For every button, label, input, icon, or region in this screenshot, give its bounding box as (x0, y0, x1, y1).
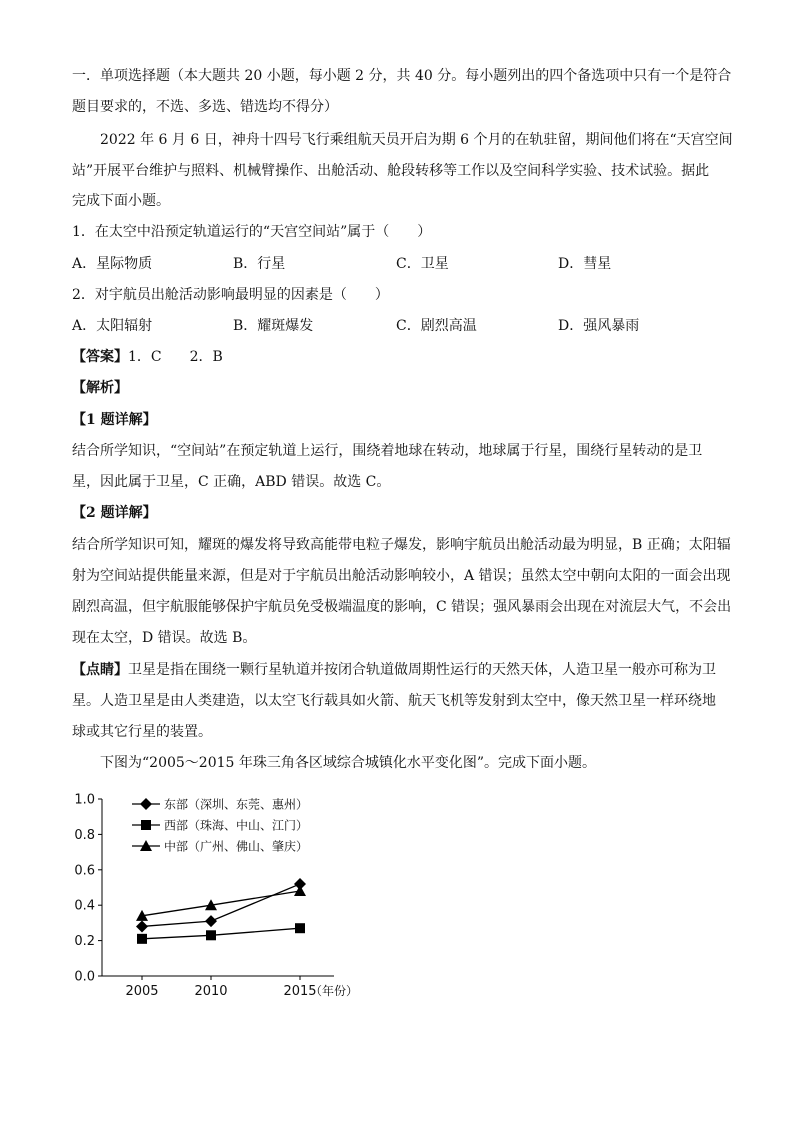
detail-1-label: 【1 题详解】 (72, 412, 157, 428)
note-line-3: 球或其它行星的装置。 (72, 724, 212, 740)
y-tick-label: 0.0 (74, 969, 95, 985)
question-2-option-a: A．太阳辐射 (72, 318, 153, 334)
y-tick-label: 0.2 (74, 934, 95, 950)
detail-2-line-4: 现在太空，D 错误。故选 B。 (72, 630, 257, 646)
series-line-square (142, 928, 300, 939)
series-line-triangle (142, 891, 300, 916)
data-point-square (206, 930, 216, 940)
question-2-option-d: D．强风暴雨 (558, 318, 640, 334)
question-2-option-b: B．耀斑爆发 (233, 318, 314, 334)
urbanization-line-chart (62, 785, 362, 1005)
legend-label: 西部（珠海、中山、江门） (164, 818, 309, 833)
answer-label: 【答案】 (72, 349, 128, 365)
chart-intro: 下图为“2005～2015 年珠三角各区域综合城镇化水平变化图”。完成下面小题。 (100, 755, 597, 771)
data-point-square (295, 923, 305, 933)
y-tick-label: 0.6 (74, 863, 95, 879)
x-tick-label: 2005 (125, 984, 159, 999)
note-text-1: 卫星是指在围绕一颗行星轨道并按闭合轨道做周期性运行的天然天体，人造卫星一般亦可称为卫 (128, 662, 716, 678)
data-point-triangle (294, 885, 306, 896)
note-line-2: 星。人造卫星是由人类建造，以太空飞行载具如火箭、航天飞机等发射到太空中，像天然卫星一样环绕地 (72, 693, 716, 709)
question-2-option-c: C．剧烈高温 (396, 318, 477, 334)
y-tick-label: 0.8 (74, 827, 95, 843)
section-heading-line-2: 题目要求的，不选、多选、错选均不得分） (72, 99, 338, 115)
x-tick-label: 2015 (283, 984, 317, 999)
chart-x-ticks (125, 976, 358, 999)
section-heading-line-1: 一．单项选择题（本大题共 20 小题，每小题 2 分，共 40 分。每小题列出的四个备选项中只有一个是符合 (72, 68, 732, 84)
passage-1-line-1: 2022 年 6 月 6 日，神舟十四号飞行乘组航天员开启为期 6 个月的在轨驻留，期间他们将在“天宫空间 (100, 132, 733, 148)
detail-2-line-3: 剧烈高温，但宇航服能够保护宇航员免受极端温度的影响，C 错误；强风暴雨会出现在对流层大气，不会出 (72, 599, 732, 615)
data-point-diamond (205, 915, 217, 927)
detail-2-label: 【2 题详解】 (72, 505, 157, 521)
analysis-label: 【解析】 (72, 380, 128, 396)
chart-y-ticks (74, 793, 102, 985)
note-label: 【点睛】 (72, 662, 128, 678)
data-point-diamond (136, 920, 148, 932)
detail-2-line-1: 结合所学知识可知，耀斑的爆发将导致高能带电粒子爆发，影响宇航员出舱活动最为明显，B 正确；太阳辐 (72, 537, 731, 553)
chart-series-lines (136, 878, 306, 944)
legend-marker-diamond (140, 798, 152, 810)
y-tick-label: 1.0 (74, 792, 95, 808)
y-tick-label: 0.4 (74, 898, 95, 914)
x-tick-label: 2010 (194, 984, 228, 999)
detail-1-line-1: 结合所学知识，“空间站”在预定轨道上运行，围绕着地球在转动，地球属于行星，围绕行星转动的是卫 (72, 443, 703, 459)
question-1-stem: 1．在太空中沿预定轨道运行的“天宫空间站”属于（ ） (72, 224, 432, 240)
detail-2-line-2: 射为空间站提供能量来源，但是对于宇航员出舱活动影响较小，A 错误；虽然太空中朝向太阳的一面会出现 (72, 568, 731, 584)
chart-legend (132, 797, 308, 854)
question-1-option-a: A．星际物质 (72, 256, 153, 272)
question-1-option-d: D．彗星 (558, 256, 612, 272)
legend-label: 东部（深圳、东莞、惠州） (164, 797, 309, 812)
question-2-stem: 2．对宇航员出舱活动影响最明显的因素是（ ） (72, 287, 389, 303)
passage-1-line-2: 站”开展平台维护与照料、机械臂操作、出舱活动、舱段转移等工作以及空间科学实验、技术试验。据此 (72, 163, 710, 179)
answer-line (72, 347, 223, 367)
legend-marker-square (141, 820, 151, 830)
question-1-option-b: B．行星 (233, 256, 286, 272)
passage-1-line-3: 完成下面小题。 (72, 193, 170, 209)
data-point-square (137, 934, 147, 944)
legend-label: 中部（广州、佛山、肇庆） (164, 839, 309, 854)
series-line-diamond (142, 884, 300, 926)
question-1-option-c: C．卫星 (396, 256, 449, 272)
answer-text: 1．C 2．B (128, 349, 223, 365)
x-axis-label: （年份） (310, 984, 359, 998)
detail-1-line-2: 星，因此属于卫星，C 正确，ABD 错误。故选 C。 (72, 474, 391, 490)
note-line-1 (72, 660, 716, 680)
